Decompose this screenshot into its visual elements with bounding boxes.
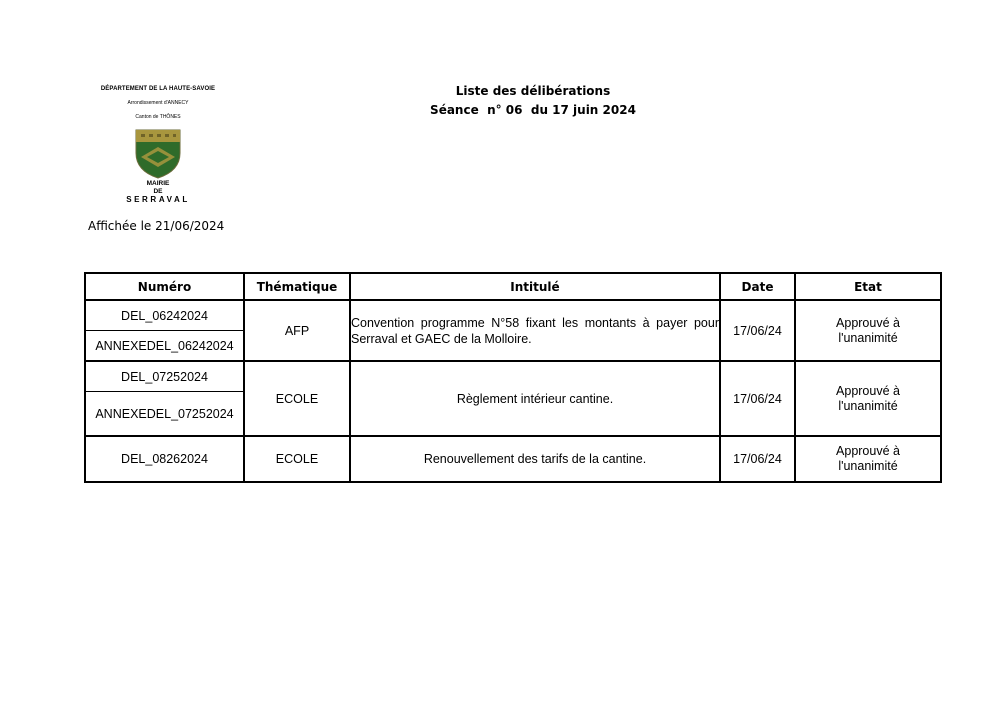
document-title: Liste des délibérations xyxy=(455,84,611,98)
thematique-cell: ECOLE xyxy=(244,361,350,436)
deliberations-table xyxy=(84,272,942,483)
mairie-line-1: MAIRIE xyxy=(146,180,170,187)
intitule-cell: Règlement intérieur cantine. xyxy=(350,361,720,436)
posting-date: Affichée le 21/06/2024 xyxy=(88,219,225,233)
etat-cell xyxy=(795,436,941,482)
numero-cell: DEL_08262024 xyxy=(85,436,244,482)
etat-line-1: Approuvé à xyxy=(836,315,900,330)
canton-label: Canton de THÔNES xyxy=(135,114,181,120)
header-numero: Numéro xyxy=(85,273,244,300)
etat-cell xyxy=(795,300,941,361)
mairie-line-2: DE xyxy=(153,188,163,195)
mairie-line-3: SERRAVAL xyxy=(126,195,190,204)
coat-of-arms-icon xyxy=(135,129,181,179)
etat-line-1: Approuvé à xyxy=(836,444,900,458)
numero-cell: DEL_06242024 xyxy=(85,300,244,331)
intitule-cell: Convention programme N°58 fixant les montants à payer pour Serraval et GAEC de la Molloire. xyxy=(350,300,720,361)
etat-line-1: Approuvé à xyxy=(836,383,900,398)
header-date: Date xyxy=(720,273,795,300)
mairie-wordmark xyxy=(100,180,216,204)
table-row xyxy=(85,436,941,482)
intitule-cell: Renouvellement des tarifs de la cantine. xyxy=(350,436,720,482)
document-subtitle: Séance n° 06 du 17 juin 2024 xyxy=(430,103,636,117)
annexe-cell: ANNEXEDEL_06242024 xyxy=(85,331,244,362)
header-etat: Etat xyxy=(795,273,941,300)
date-cell: 17/06/24 xyxy=(720,436,795,482)
header-thematique: Thématique xyxy=(244,273,350,300)
numero-cell: DEL_07252024 xyxy=(85,361,244,392)
etat-cell xyxy=(795,361,941,436)
table-row xyxy=(85,300,941,331)
date-cell: 17/06/24 xyxy=(720,361,795,436)
etat-line-2: l'unanimité xyxy=(838,398,898,413)
table-header-row xyxy=(85,273,941,300)
etat-line-2: l'unanimité xyxy=(838,459,898,473)
etat-line-2: l'unanimité xyxy=(838,330,898,345)
department-label: DÉPARTEMENT DE LA HAUTE-SAVOIE xyxy=(100,86,216,92)
thematique-cell: ECOLE xyxy=(244,436,350,482)
header-intitule: Intitulé xyxy=(350,273,720,300)
document-title-block xyxy=(380,82,686,120)
table-row xyxy=(85,361,941,392)
annexe-cell: ANNEXEDEL_07252024 xyxy=(85,392,244,437)
arrondissement-label: Arrondissement d'ANNECY xyxy=(127,100,189,106)
date-cell: 17/06/24 xyxy=(720,300,795,361)
thematique-cell: AFP xyxy=(244,300,350,361)
mairie-logo-block xyxy=(100,86,216,204)
